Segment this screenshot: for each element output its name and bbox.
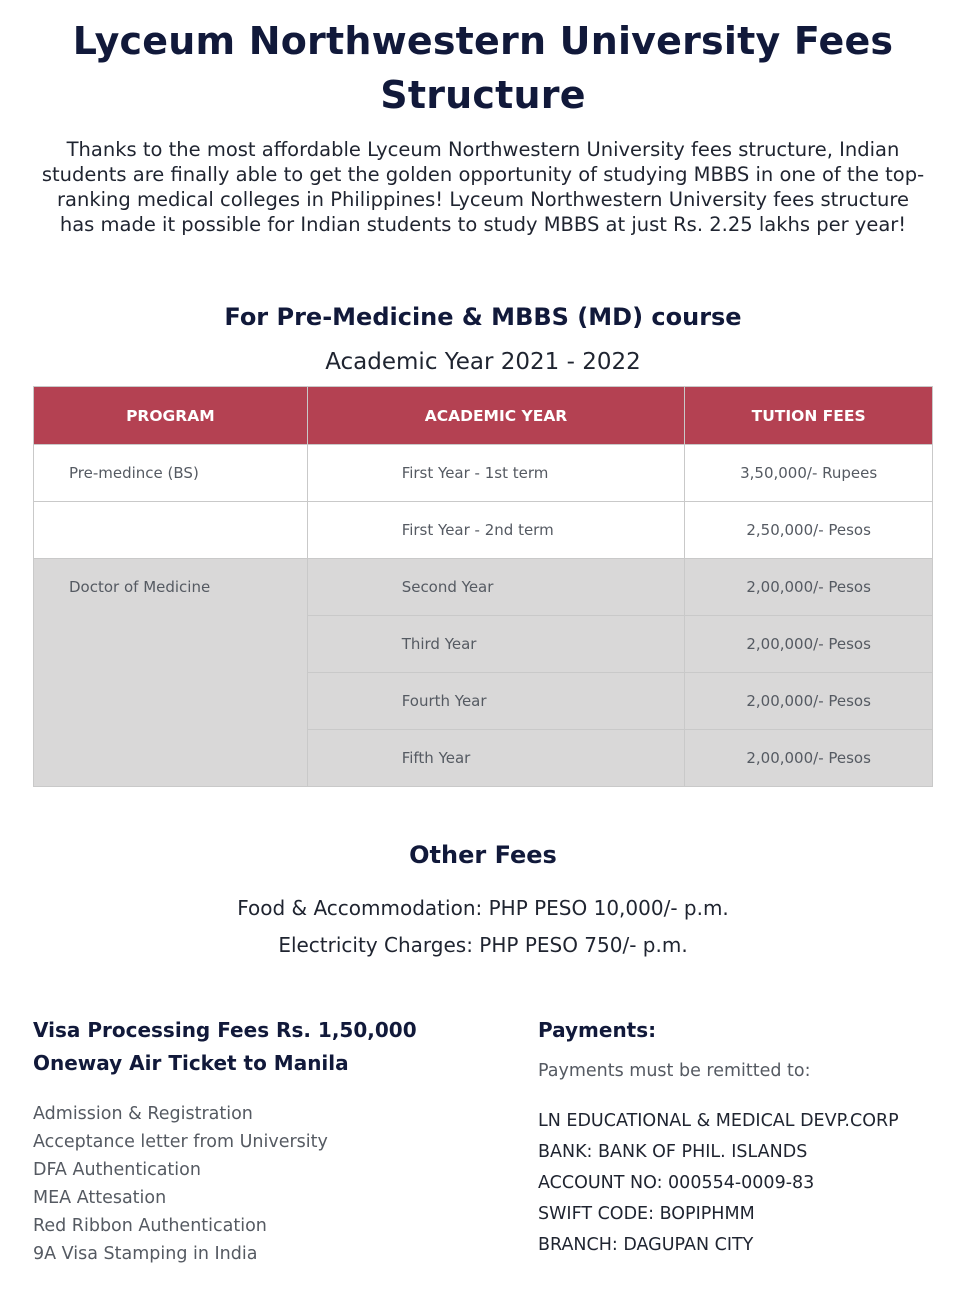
list-item: DFA Authentication bbox=[33, 1160, 201, 1180]
other-fees-heading: Other Fees bbox=[409, 841, 557, 869]
bank-details-list bbox=[538, 1106, 933, 1261]
bank-name: BANK: BANK OF PHIL. ISLANDS bbox=[538, 1142, 808, 1162]
header-tution-fees: TUTION FEES bbox=[685, 387, 933, 445]
list-item: Acceptance letter from University bbox=[33, 1132, 328, 1152]
academic-year-cell: First Year - 1st term bbox=[307, 445, 685, 502]
academic-year-cell: Fourth Year bbox=[307, 673, 685, 730]
header-academic-year: ACADEMIC YEAR bbox=[307, 387, 685, 445]
page-title: Lyceum Northwestern University Fees Structure bbox=[72, 19, 894, 117]
air-ticket: Oneway Air Ticket to Manila bbox=[33, 1051, 349, 1075]
visa-included-list bbox=[33, 1100, 493, 1268]
bank-account-name: LN EDUCATIONAL & MEDICAL DEVP.CORP bbox=[538, 1111, 899, 1131]
fee-cell: 2,00,000/- Pesos bbox=[685, 673, 933, 730]
swift-code: SWIFT CODE: BOPIPHMM bbox=[538, 1204, 755, 1224]
academic-year-cell: Third Year bbox=[307, 616, 685, 673]
fee-cell: 2,00,000/- Pesos bbox=[685, 559, 933, 616]
table-row bbox=[34, 445, 933, 502]
branch-name: BRANCH: DAGUPAN CITY bbox=[538, 1235, 754, 1255]
academic-year-cell: First Year - 2nd term bbox=[307, 502, 685, 559]
academic-year-cell: Second Year bbox=[307, 559, 685, 616]
table-row bbox=[34, 502, 933, 559]
program-cell: Doctor of Medicine bbox=[34, 559, 308, 787]
visa-section bbox=[33, 1014, 493, 1268]
list-item: Admission & Registration bbox=[33, 1104, 253, 1124]
payments-section bbox=[538, 1014, 933, 1261]
fee-cell: 2,00,000/- Pesos bbox=[685, 730, 933, 787]
payments-note: Payments must be remitted to: bbox=[538, 1061, 811, 1081]
fee-cell: 3,50,000/- Rupees bbox=[685, 445, 933, 502]
table-row bbox=[34, 559, 933, 616]
food-accommodation-fee: Food & Accommodation: PHP PESO 10,000/- p.m. bbox=[237, 896, 729, 920]
header-program: PROGRAM bbox=[34, 387, 308, 445]
course-heading: For Pre-Medicine & MBBS (MD) course bbox=[224, 303, 742, 331]
list-item: MEA Attesation bbox=[33, 1188, 167, 1208]
payments-heading: Payments: bbox=[538, 1018, 657, 1042]
account-number: ACCOUNT NO: 000554-0009-83 bbox=[538, 1173, 815, 1193]
academic-year-cell: Fifth Year bbox=[307, 730, 685, 787]
fee-cell: 2,50,000/- Pesos bbox=[685, 502, 933, 559]
list-item: 9A Visa Stamping in India bbox=[33, 1244, 258, 1264]
fees-table bbox=[33, 386, 933, 787]
fee-cell: 2,00,000/- Pesos bbox=[685, 616, 933, 673]
electricity-charges-fee: Electricity Charges: PHP PESO 750/- p.m. bbox=[278, 933, 688, 957]
academic-year-heading: Academic Year 2021 - 2022 bbox=[325, 349, 641, 375]
table-header-row bbox=[34, 387, 933, 445]
program-cell bbox=[34, 502, 308, 559]
program-cell: Pre-medince (BS) bbox=[34, 445, 308, 502]
visa-processing-fees: Visa Processing Fees Rs. 1,50,000 bbox=[33, 1018, 417, 1042]
list-item: Red Ribbon Authentication bbox=[33, 1216, 267, 1236]
intro-paragraph: Thanks to the most affordable Lyceum Northwestern University fees structure, Indian students are finally able to get the golden opportunity of studying MBBS in one of the top-ranking medical colleges in Philippines! Lyceum Northwestern University fees structure has made it possible for Indian students to study MBBS at just Rs. 2.25 lakhs per year! bbox=[41, 138, 925, 236]
